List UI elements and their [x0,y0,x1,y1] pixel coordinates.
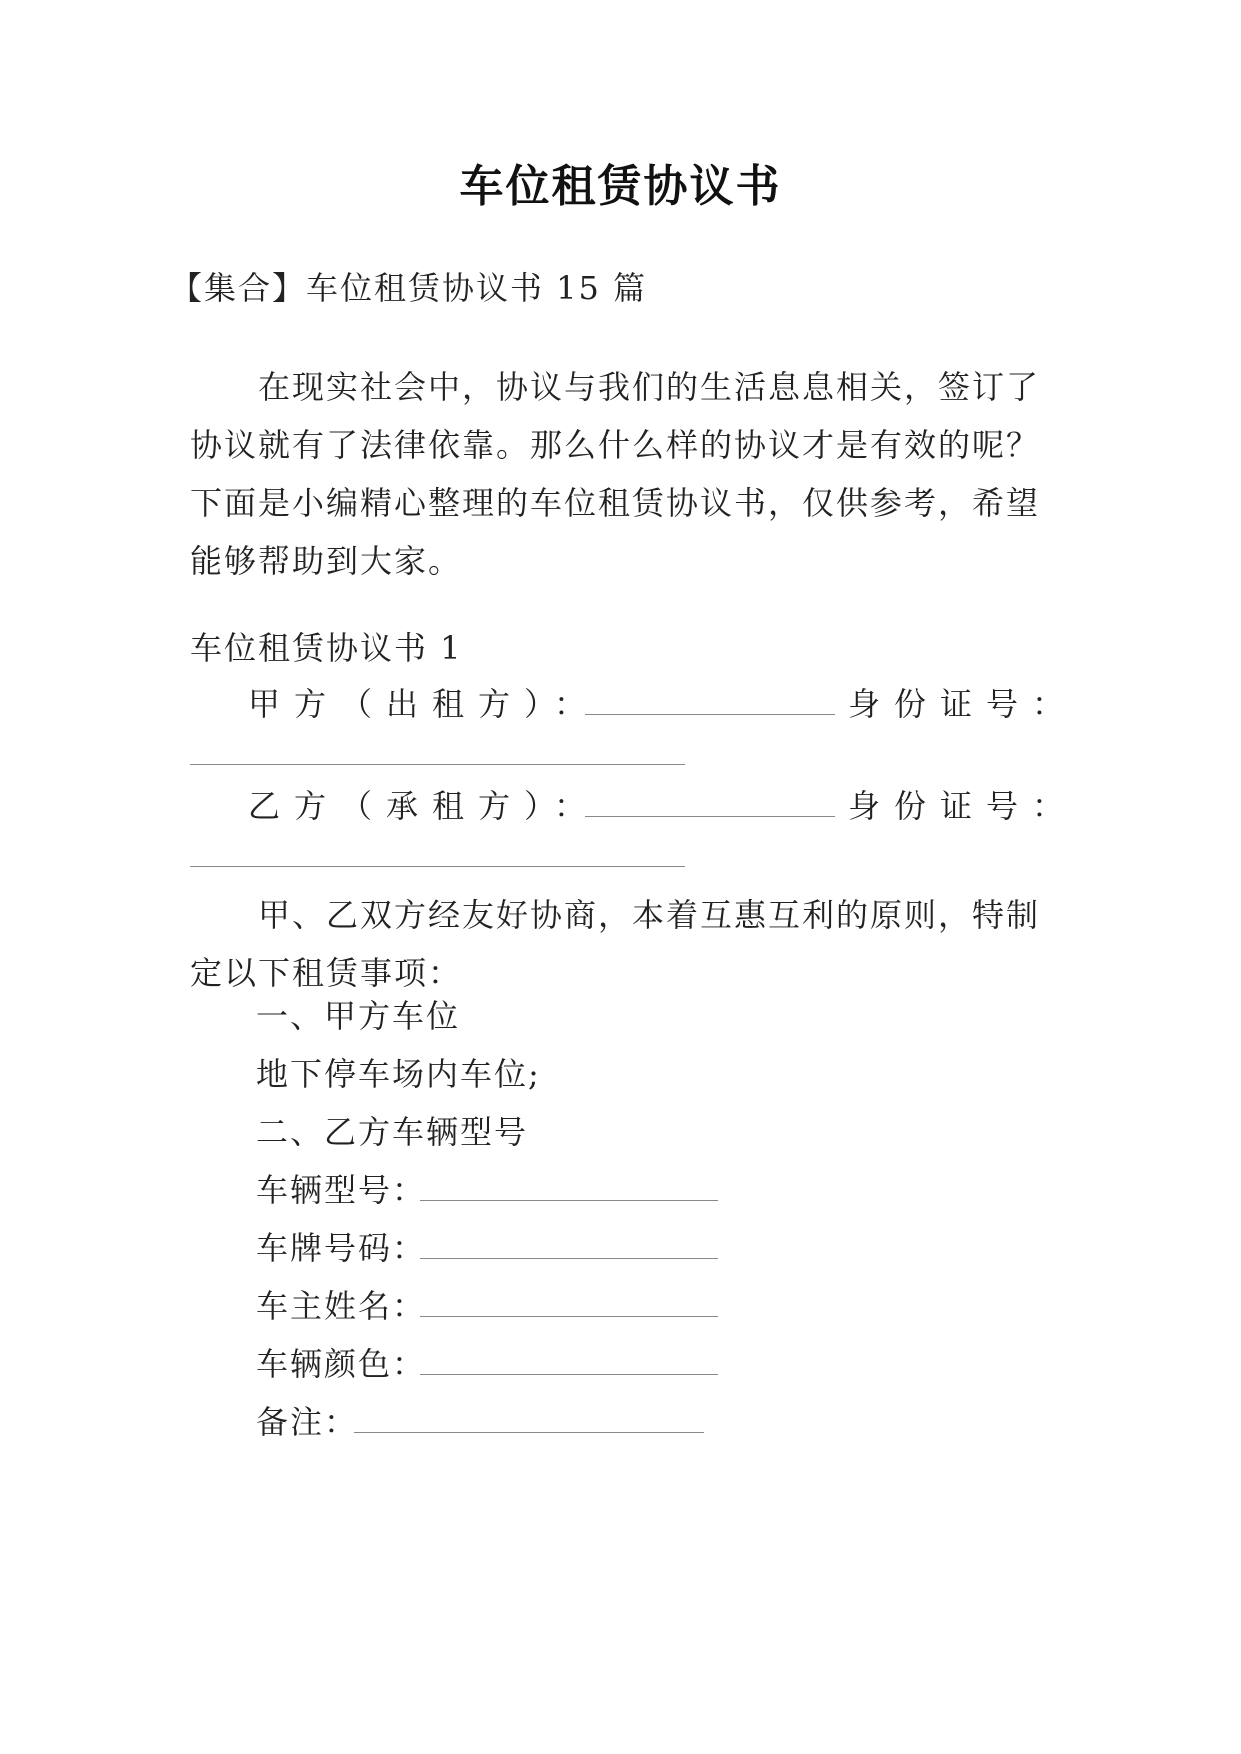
plate-number-field[interactable] [420,1228,718,1259]
item2-heading: 二、乙方车辆型号 [256,1113,529,1151]
item1-text: 地下停车场内车位; [256,1055,541,1093]
owner-name-label: 车主姓名： [256,1287,427,1325]
document-title: 车位租赁协议书 [459,161,782,212]
party-b-id-label: 身份证号： [848,787,1079,825]
party-b-id-field[interactable] [190,865,685,867]
vehicle-model-field[interactable] [420,1170,718,1201]
remarks-field[interactable] [354,1402,704,1433]
party-b-name-field[interactable] [585,786,835,817]
party-a-name-field[interactable] [585,684,835,715]
intro-paragraph: 在现实社会中，协议与我们的生活息息相关，签订了协议就有了法律依靠。那么什么样的协议才是有效的呢？下面是小编精心整理的车位租赁协议书，仅供参考，希望能够帮助到大家。 [190,368,1041,580]
document-subtitle: 【集合】车位租赁协议书 15 篇 [170,269,648,307]
party-a-label: 甲方（出租方）： [248,685,601,723]
party-a-id-label: 身份证号： [848,685,1079,723]
vehicle-color-label: 车辆颜色： [256,1345,427,1383]
party-b-label: 乙方（承租方）： [248,787,601,825]
remarks-label: 备注： [256,1403,359,1441]
section-heading: 车位租赁协议书 1 [190,629,463,667]
party-a-id-field[interactable] [190,763,685,765]
vehicle-model-label: 车辆型号： [256,1171,427,1209]
plate-number-label: 车牌号码： [256,1229,427,1267]
item1-heading: 一、甲方车位 [256,997,461,1035]
vehicle-color-field[interactable] [420,1344,718,1375]
agreement-paragraph: 甲、乙双方经友好协商，本着互惠互利的原则，特制定以下租赁事项： [190,896,1041,992]
owner-name-field[interactable] [420,1286,718,1317]
